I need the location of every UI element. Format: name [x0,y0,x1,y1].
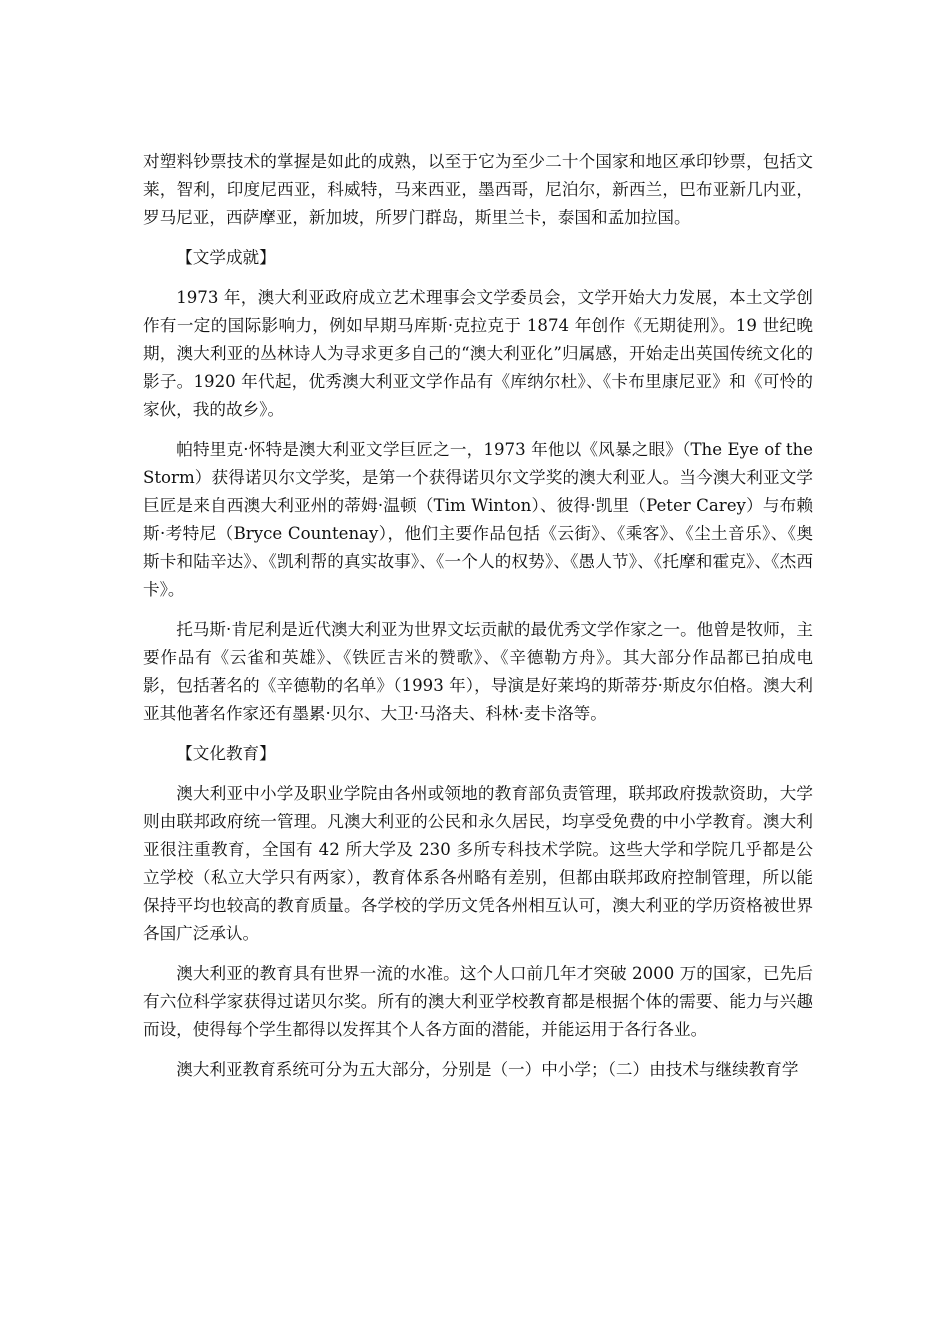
document-body [143,148,813,1084]
paragraph-gap [143,948,813,960]
paragraph-gap [143,272,813,284]
paragraph-education-standard: 澳大利亚的教育具有世界一流的水准。这个人口前几年才突破 2000 万的国家，已先后有六位科学家获得过诺贝尔奖。所有的澳大利亚学校教育都是根据个体的需要、能力与兴趣而设，使得每个学生都得以发挥其个人各方面的潜能，并能运用于各行各业。 [143,964,813,1039]
paragraph-gap [143,232,813,244]
paragraph-gap [143,768,813,780]
paragraph-education-system: 澳大利亚教育系统可分为五大部分，分别是（一）中小学；（二）由技术与继续教育学 [176,1060,799,1079]
section-heading-literature: 【文学成就】 [176,248,276,267]
paragraph-plastic-banknotes: 对塑料钞票技术的掌握是如此的成熟，以至于它为至少二十个国家和地区承印钞票，包括文莱，智利，印度尼西亚，科威特，马来西亚，墨西哥，尼泊尔，新西兰，巴布亚新几内亚，罗马尼亚，西萨摩亚，新加坡，所罗门群岛，斯里兰卡，泰国和孟加拉国。 [143,152,813,227]
paragraph-thomas-keneally: 托马斯·肯尼利是近代澳大利亚为世界文坛贡献的最优秀文学作家之一。他曾是牧师，主要作品有《云雀和英雄》、《铁匠吉米的赞歌》、《辛德勒方舟》。其大部分作品都已拍成电影，包括著名的《辛德勒的名单》（1993 年），导演是好莱坞的斯蒂芬·斯皮尔伯格。澳大利亚其他著名作家还有墨累·贝尔、大卫·马洛夫、科林·麦卡洛等。 [143,620,813,723]
paragraph-literature-history: 1973 年，澳大利亚政府成立艺术理事会文学委员会，文学开始大力发展，本土文学创作有一定的国际影响力，例如早期马库斯·克拉克于 1874 年创作《无期徒刑》。19 世纪晚期，澳大利亚的丛林诗人为寻求更多自己的“澳大利亚化”归属感，开始走出英国传统文化的影子。1920 年代起，优秀澳大利亚文学作品有《库纳尔杜》、《卡布里康尼亚》和《可怜的家伙，我的故乡》。 [143,288,813,419]
paragraph-gap [143,728,813,740]
paragraph-gap [143,424,813,436]
paragraph-gap [143,604,813,616]
paragraph-patrick-white: 帕特里克·怀特是澳大利亚文学巨匠之一，1973 年他以《风暴之眼》（The Eye of the Storm）获得诺贝尔文学奖，是第一个获得诺贝尔文学奖的澳大利亚人。当今澳大利亚文学巨匠是来自西澳大利亚州的蒂姆·温顿（Tim Winton）、彼得·凯里（Peter Carey）与布赖斯·考特尼（Bryce Countenay），他们主要作品包括《云街》、《乘客》、《尘土音乐》、《奥斯卡和陆辛达》、《凯利帮的真实故事》、《一个人的权势》、《愚人节》、《托摩和霍克》、《杰西卡》。 [143,440,813,599]
paragraph-gap [143,1044,813,1056]
paragraph-education-management: 澳大利亚中小学及职业学院由各州或领地的教育部负责管理，联邦政府拨款资助，大学则由联邦政府统一管理。凡澳大利亚的公民和永久居民，均享受免费的中小学教育。澳大利亚很注重教育，全国有 42 所大学及 230 多所专科技术学院。这些大学和学院几乎都是公立学校（私立大学只有两家），教育体系各州略有差别，但都由联邦政府控制管理，所以能保持平均也较高的教育质量。各学校的学历文凭各州相互认可，澳大利亚的学历资格被世界各国广泛承认。 [143,784,813,943]
section-heading-education: 【文化教育】 [176,744,276,763]
